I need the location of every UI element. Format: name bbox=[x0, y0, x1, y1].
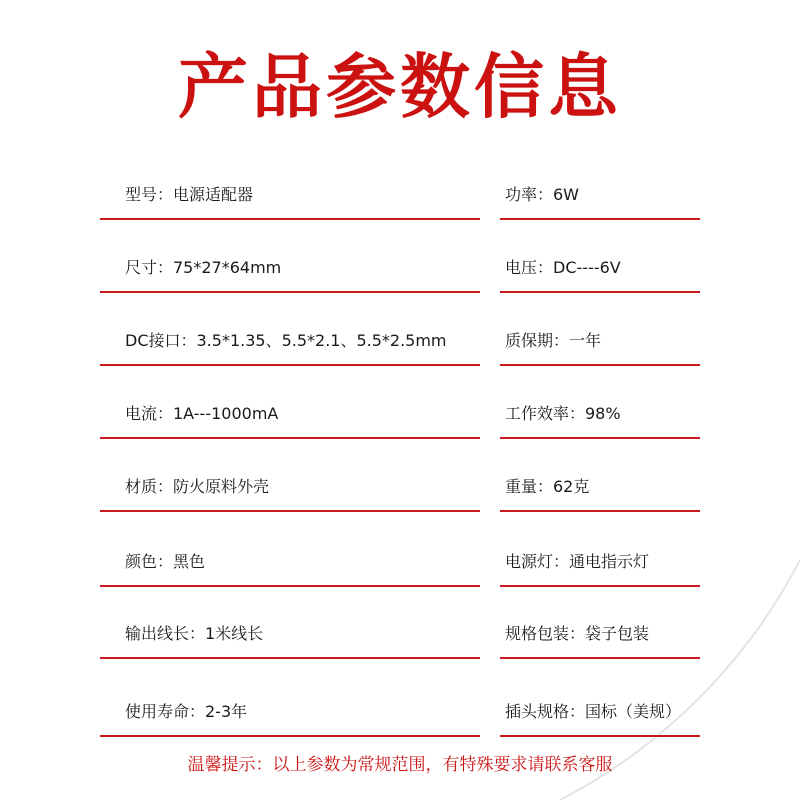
spec-label-dc-interface: DC接口：3.5*1.35、5.5*2.1、5.5*2.5mm bbox=[125, 331, 447, 350]
spec-cell-color bbox=[100, 547, 480, 587]
spec-cell-efficiency bbox=[500, 399, 700, 439]
spec-cell-power-light bbox=[500, 547, 700, 587]
spec-row-cable-length bbox=[0, 619, 800, 659]
spec-cell-power bbox=[500, 180, 700, 220]
spec-label-voltage: 电压：DC----6V bbox=[505, 258, 621, 277]
footer-note: 温馨提示：以上参数为常规范围，有特殊要求请联系客服 bbox=[187, 755, 613, 775]
spec-label-cable-length: 输出线长：1米线长 bbox=[125, 624, 264, 643]
spec-row-color bbox=[0, 547, 800, 587]
spec-cell-size bbox=[100, 253, 480, 293]
spec-cell-lifespan bbox=[100, 697, 480, 737]
spec-label-power-light: 电源灯：通电指示灯 bbox=[505, 552, 650, 571]
spec-label-lifespan: 使用寿命：2-3年 bbox=[125, 702, 248, 721]
spec-cell-current bbox=[100, 399, 480, 439]
spec-cell-cable-length bbox=[100, 619, 480, 659]
page-title: 产品参数信息 bbox=[178, 46, 622, 128]
divider-line bbox=[100, 291, 480, 293]
spec-cell-model bbox=[100, 180, 480, 220]
divider-line bbox=[500, 510, 700, 512]
spec-label-packaging: 规格包装：袋子包装 bbox=[505, 624, 650, 643]
divider-line bbox=[100, 585, 480, 587]
spec-row-current bbox=[0, 399, 800, 439]
spec-label-efficiency: 工作效率：98% bbox=[505, 404, 621, 423]
divider-line bbox=[100, 735, 480, 737]
spec-cell-plug-spec bbox=[500, 697, 700, 737]
divider-line bbox=[100, 437, 480, 439]
divider-line bbox=[500, 437, 700, 439]
spec-row-size bbox=[0, 253, 800, 293]
spec-cell-voltage bbox=[500, 253, 700, 293]
divider-line bbox=[500, 218, 700, 220]
spec-cell-material bbox=[100, 472, 480, 512]
spec-row-model bbox=[0, 180, 800, 220]
spec-cell-dc-interface bbox=[100, 326, 480, 366]
spec-label-size: 尺寸：75*27*64mm bbox=[125, 258, 282, 277]
divider-line bbox=[100, 218, 480, 220]
divider-line bbox=[500, 585, 700, 587]
divider-line bbox=[500, 291, 700, 293]
spec-label-model: 型号：电源适配器 bbox=[125, 185, 254, 204]
spec-label-current: 电流：1A---1000mA bbox=[125, 404, 279, 423]
spec-label-warranty: 质保期：一年 bbox=[505, 331, 602, 350]
spec-row-material bbox=[0, 472, 800, 512]
spec-label-power: 功率：6W bbox=[505, 185, 580, 204]
spec-label-material: 材质：防火原料外壳 bbox=[125, 477, 270, 496]
divider-line bbox=[100, 364, 480, 366]
spec-cell-weight bbox=[500, 472, 700, 512]
spec-cell-warranty bbox=[500, 326, 700, 366]
spec-row-dc-interface bbox=[0, 326, 800, 366]
divider-line bbox=[500, 735, 700, 737]
divider-line bbox=[100, 657, 480, 659]
divider-line bbox=[500, 364, 700, 366]
spec-cell-packaging bbox=[500, 619, 700, 659]
spec-label-weight: 重量：62克 bbox=[505, 477, 590, 496]
spec-label-plug-spec: 插头规格：国标（美规） bbox=[505, 702, 682, 721]
divider-line bbox=[100, 510, 480, 512]
spec-label-color: 颜色：黑色 bbox=[125, 552, 206, 571]
divider-line bbox=[500, 657, 700, 659]
spec-row-lifespan bbox=[0, 697, 800, 737]
